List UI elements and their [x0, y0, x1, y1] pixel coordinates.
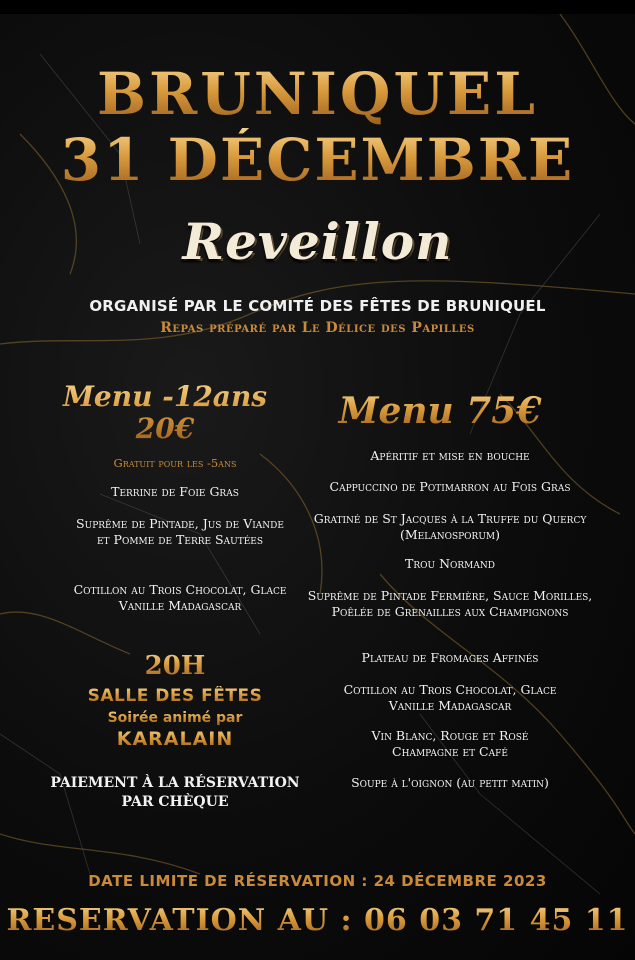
- child-menu-item: Cotillon au Trois Chocolat, Glace Vanille Madagascar: [73, 582, 287, 613]
- reservation-phone: RESERVATION AU : 06 03 71 45 11: [0, 903, 635, 938]
- top-bar: [0, 0, 635, 14]
- event-time: 20H: [60, 651, 290, 681]
- adult-menu-item: Gratiné de St Jacques à la Truffe du Quercy (Melanosporum): [313, 511, 587, 542]
- adult-menu-item: Suprême de Pintade Fermière, Sauce Morilles, Poêlée de Grenailles aux Champignons: [307, 588, 593, 619]
- payment-info: PAIEMENT À LA RÉSERVATION PAR CHÈQUE: [50, 775, 300, 810]
- adult-menu-item: Cotillon au Trois Chocolat, Glace Vanille Madagascar: [343, 682, 557, 713]
- adult-menu-item: Cappuccino de Potimarron au Fois Gras: [329, 479, 571, 494]
- child-menu-name: Menu -12ans: [62, 380, 268, 413]
- event-name: Reveillon: [182, 212, 453, 271]
- adult-menu-item: Vin Blanc, Rouge et Rosé Champagne et Café: [371, 728, 529, 759]
- reservation-deadline: DATE LIMITE DE RÉSERVATION : 24 DÉCEMBRE 2023: [88, 872, 547, 890]
- title-date: 31 DÉCEMBRE: [0, 128, 635, 192]
- adult-menu-item: Trou Normand: [405, 556, 495, 571]
- child-menu-item: Terrine de Foie Gras: [111, 484, 239, 499]
- adult-menu-item: Apéritif et mise en bouche: [370, 448, 530, 463]
- poster: [0, 14, 635, 960]
- organizer-line: ORGANISÉ PAR LE COMITÉ DES FÊTES DE BRUNIQUEL: [89, 297, 546, 315]
- event-soiree: Soirée animé par: [40, 710, 310, 726]
- child-menu-note: Gratuit pour les -5ans: [113, 456, 237, 470]
- adult-menu-item: Soupe à l'oignon (au petit matin): [351, 775, 549, 790]
- child-menu-title: [50, 381, 280, 445]
- event-dj: KARALAIN: [40, 728, 310, 750]
- adult-menu-item: Plateau de Fromages Affinés: [361, 650, 539, 665]
- child-menu-price: 20€: [135, 412, 195, 445]
- adult-menu-title: Menu 75€: [325, 390, 555, 432]
- event-venue: SALLE DES FÊTES: [40, 686, 310, 706]
- caterer-line: Repas préparé par Le Délice des Papilles: [160, 320, 475, 336]
- title-town: BRUNIQUEL: [0, 62, 635, 126]
- child-menu-item: Suprême de Pintade, Jus de Viande et Pomme de Terre Sautées: [76, 516, 284, 547]
